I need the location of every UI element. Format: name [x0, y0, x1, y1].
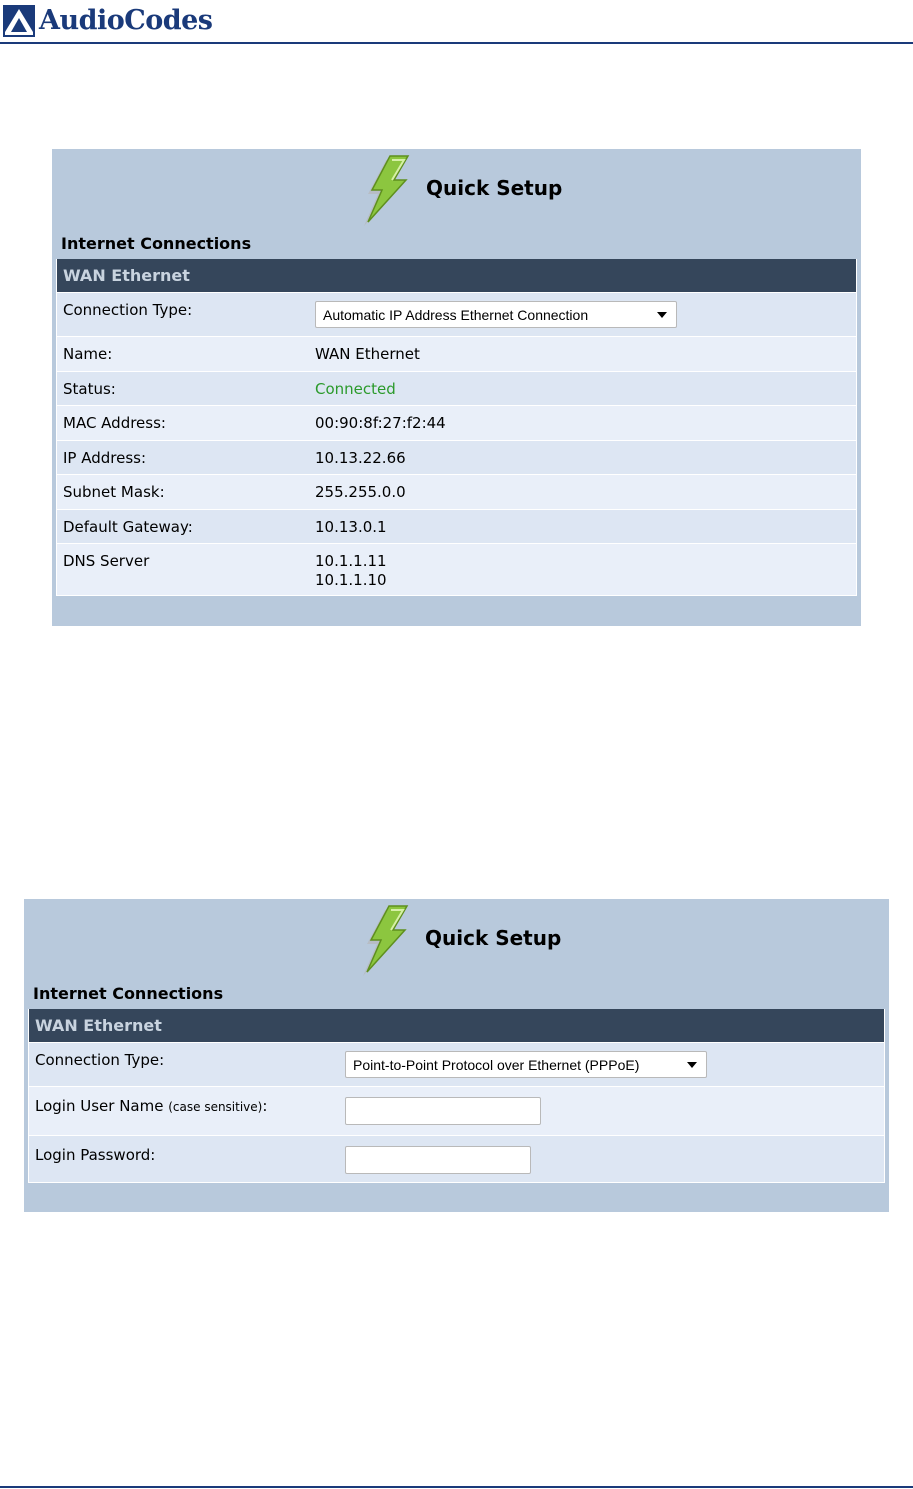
login-user-name-cell [345, 1087, 541, 1135]
wan-ethernet-table [28, 1009, 885, 1183]
field-label: Status: [63, 379, 116, 398]
row-subnet-mask [57, 474, 856, 509]
row-status [57, 371, 856, 405]
audiocodes-logo [2, 4, 212, 38]
table-header-wan-ethernet: WAN Ethernet [29, 1009, 884, 1042]
field-label: IP Address: [63, 448, 147, 467]
lightning-bolt-icon [347, 902, 409, 977]
row-mac-address [57, 405, 856, 440]
row-dns-server [57, 543, 856, 595]
dns-secondary: 10.1.1.10 [315, 571, 387, 589]
connection-type-value: Automatic IP Address Ethernet Connection [323, 306, 589, 323]
login-password-label: Login Password: [35, 1146, 156, 1164]
case-sensitive-note: (case sensitive) [168, 1100, 263, 1114]
connection-type-select[interactable] [315, 301, 677, 328]
wan-ethernet-table [56, 259, 857, 596]
row-connection-type [29, 1042, 884, 1086]
panel-title: Quick Setup [425, 926, 562, 950]
field-value: 255.255.0.0 [315, 483, 406, 501]
panel-title: Quick Setup [426, 176, 563, 200]
login-user-name-label: Login User Name [35, 1097, 164, 1115]
field-value: WAN Ethernet [315, 345, 420, 363]
dropdown-caret-icon [657, 312, 667, 318]
dropdown-caret-icon [687, 1062, 697, 1068]
row-name [57, 336, 856, 371]
field-value: 10.13.0.1 [315, 517, 387, 536]
table-rows [29, 1042, 884, 1182]
login-password-input[interactable] [345, 1146, 531, 1174]
label-colon: : [262, 1097, 268, 1115]
field-label: Default Gateway: [63, 517, 193, 536]
header-divider [0, 42, 913, 44]
field-label: MAC Address: [63, 414, 166, 432]
audiocodes-logo-icon [2, 4, 36, 38]
connection-type-select[interactable] [345, 1051, 707, 1078]
table-header-wan-ethernet: WAN Ethernet [57, 259, 856, 292]
quick-setup-panel-auto-ip [52, 149, 861, 626]
field-value: 10.13.22.66 [315, 448, 406, 467]
field-value: 00:90:8f:27:f2:44 [315, 414, 446, 432]
brand-name: AudioCodes [39, 5, 213, 36]
row-ip-address [57, 440, 856, 474]
connection-type-value: Point-to-Point Protocol over Ethernet (PPPoE) [353, 1056, 640, 1073]
dns-primary: 10.1.1.11 [315, 552, 387, 570]
connection-type-label: Connection Type: [63, 301, 193, 319]
connection-type-label: Connection Type: [35, 1051, 165, 1069]
login-user-name-input[interactable] [345, 1097, 541, 1125]
lightning-bolt-icon [348, 152, 410, 227]
table-rows [57, 292, 856, 595]
field-label: Name: [63, 345, 113, 363]
row-login-password [29, 1135, 884, 1182]
status-value: Connected [315, 379, 396, 398]
section-internet-connections: Internet Connections [61, 234, 252, 253]
row-default-gateway [57, 509, 856, 543]
connection-type-cell [315, 293, 677, 336]
panel-header [52, 149, 861, 229]
quick-setup-panel-pppoe [24, 899, 889, 1212]
login-user-name-label-cell [29, 1087, 345, 1135]
panel-header [24, 899, 889, 979]
row-login-user-name [29, 1086, 884, 1135]
row-connection-type [57, 292, 856, 336]
login-password-cell [345, 1136, 531, 1182]
section-internet-connections: Internet Connections [33, 984, 224, 1003]
field-label: DNS Server [63, 552, 150, 570]
field-label: Subnet Mask: [63, 483, 165, 501]
dns-values [315, 544, 387, 595]
document-header [0, 0, 913, 44]
connection-type-cell [345, 1043, 707, 1086]
footer-divider [0, 1486, 913, 1488]
